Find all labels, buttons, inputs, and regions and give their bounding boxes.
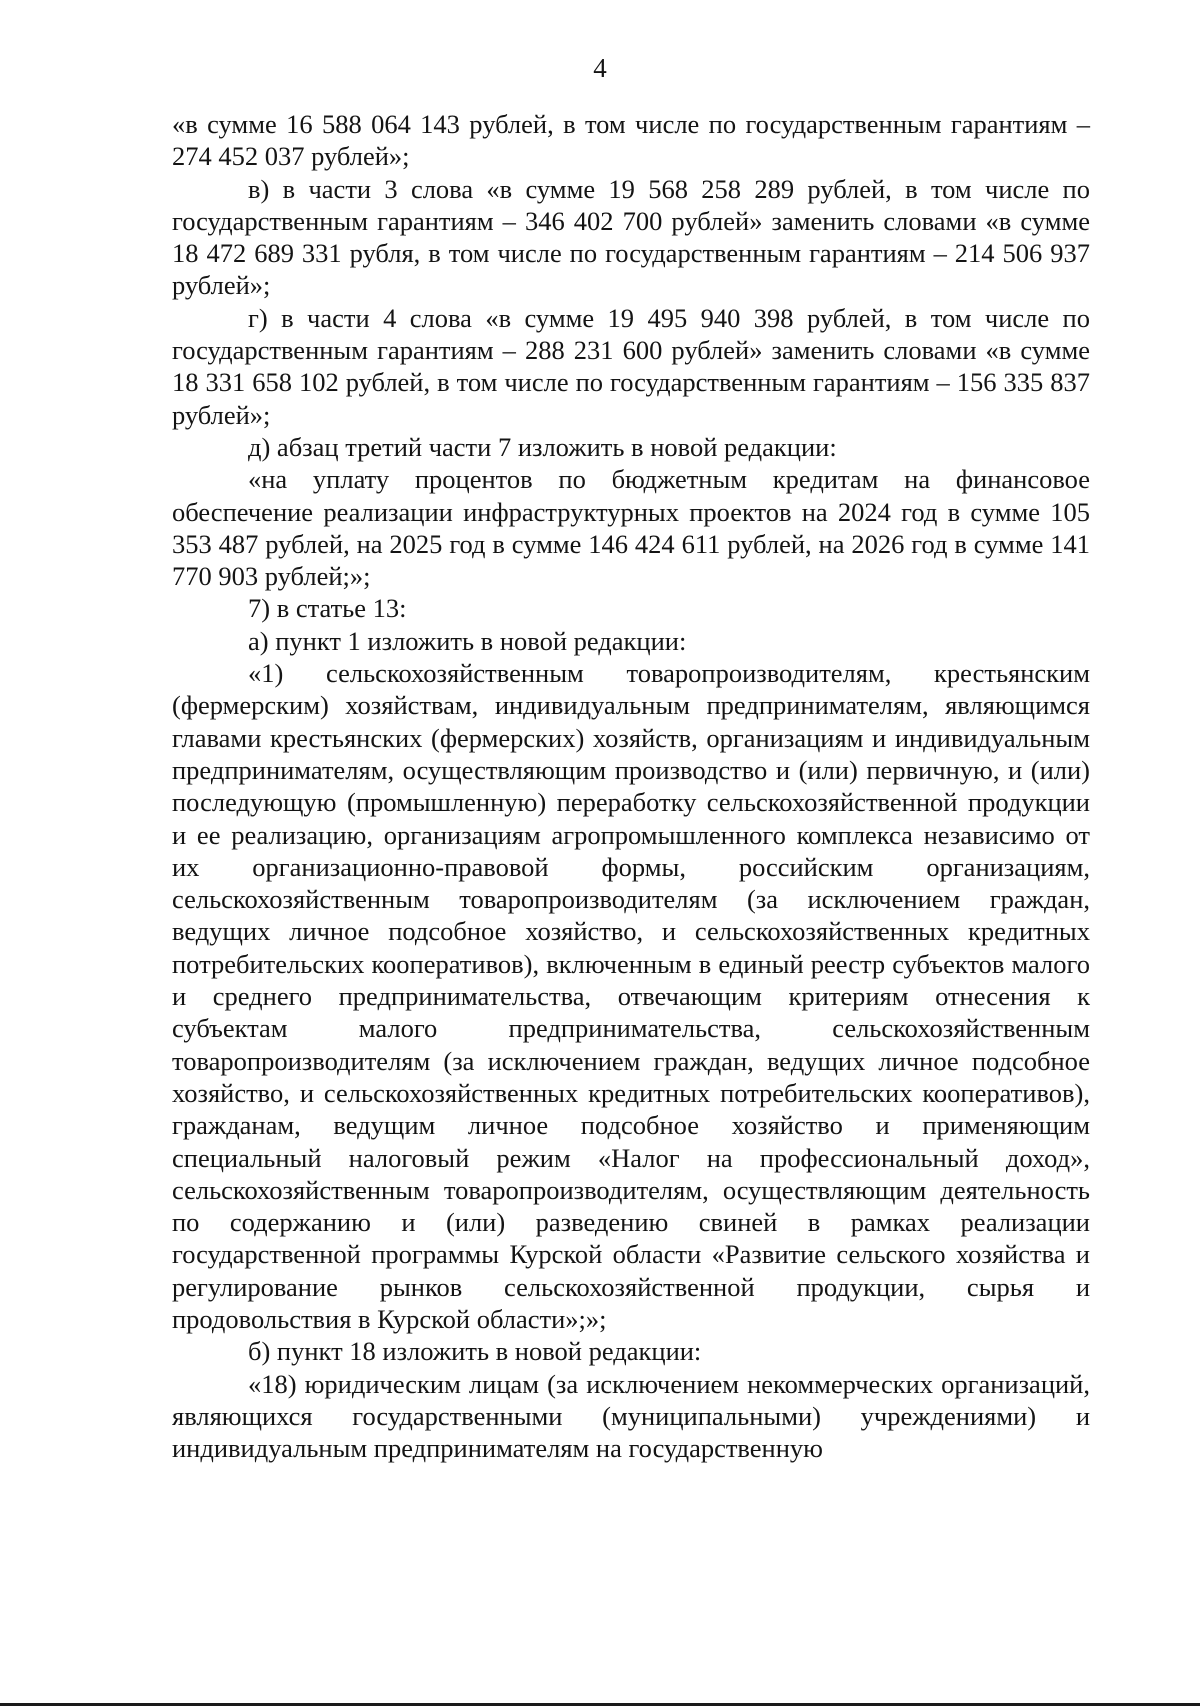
page-number: 4 <box>593 53 607 83</box>
paragraph-subitem-v: в) в части 3 слова «в сумме 19 568 258 289 рублей, в том числе по государственным гарантиям – 346 402 700 рублей» заменить словами «в сумме 18 472 689 331 рубля, в том числе по государственным гарантиям – 214 506 937 рублей»; <box>172 173 1090 301</box>
paragraph-continuation: «в сумме 16 588 064 143 рублей, в том числе по государственным гарантиям – 274 452 037 рублей»; <box>172 109 1090 172</box>
paragraph-subitem-b: б) пункт 18 изложить в новой редакции: <box>248 1336 702 1367</box>
paragraph-subitem-a: а) пункт 1 изложить в новой редакции: <box>248 625 687 656</box>
paragraph-item-7: 7) в статье 13: <box>248 593 407 624</box>
paragraph-quote-interest: «на уплату процентов по бюджетным кредитам на финансовое обеспечение реализации инфраструктурных проектов на 2024 год в сумме 105 353 487 рублей, на 2025 год в сумме 146 424 611 рублей, на 2026 год в сумме 141 770 903 рублей;»; <box>172 464 1090 592</box>
paragraph-quote-point-18: «18) юридическим лицам (за исключением некоммерческих организаций, являющихся государственными (муниципальными) учреждениями) и индивидуальным предпринимателям на государственную <box>172 1368 1090 1464</box>
document-body <box>172 108 1090 1464</box>
paragraph-quote-point-1: «1) сельскохозяйственным товаропроизводителям, крестьянским (фермерским) хозяйствам, индивидуальным предпринимателям, являющимся главами крестьянских (фермерских) хозяйств, организациям и индивидуальным предпринимателям, осуществляющим производство и (или) первичную, и (или) последующую (промышленную) переработку сельскохозяйственной продукции и ее реализацию, организациям агропромышленного комплекса независимо от их организационно-правовой формы, российским организациям, сельскохозяйственным товаропроизводителям (за исключением граждан, ведущих личное подсобное хозяйство, и сельскохозяйственных кредитных потребительских кооперативов), включенным в единый реестр субъектов малого и среднего предпринимательства, отвечающим критериям отнесения к субъектам малого предпринимательства, сельскохозяйственным товаропроизводителям (за исключением граждан, ведущих личное подсобное хозяйство, и сельскохозяйственных кредитных потребительских кооперативов), гражданам, ведущим личное подсобное хозяйство и применяющим специальный налоговый режим «Налог на профессиональный доход», сельскохозяйственным товаропроизводителям, осуществляющим деятельность по содержанию и (или) разведению свиней в рамках реализации государственной программы Курской области «Развитие сельского хозяйства и регулирование рынков сельскохозяйственной продукции, сырья и продовольствия в Курской области»;»; <box>172 658 1090 1334</box>
paragraph-subitem-d: д) абзац третий части 7 изложить в новой редакции: <box>248 431 837 462</box>
paragraph-subitem-g: г) в части 4 слова «в сумме 19 495 940 398 рублей, в том числе по государственным гарантиям – 288 231 600 рублей» заменить словами «в сумме 18 331 658 102 рублей, в том числе по государственным гарантиям – 156 335 837 рублей»; <box>172 302 1090 430</box>
